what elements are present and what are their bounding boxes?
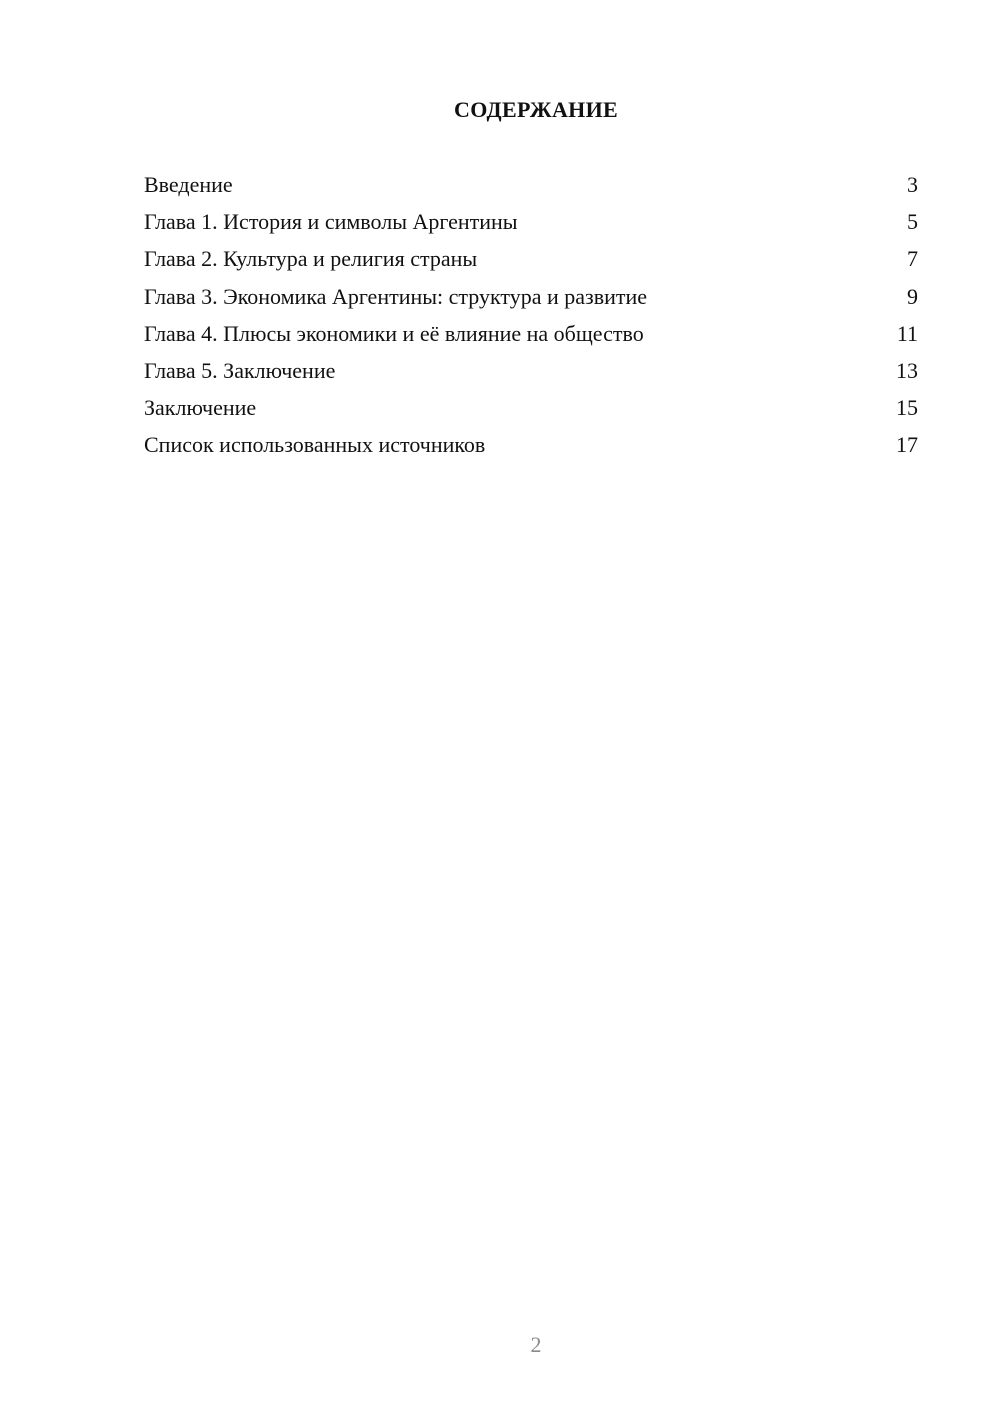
toc-entry-label: Введение [144, 172, 233, 197]
table-of-contents [144, 169, 918, 467]
toc-entry [144, 392, 918, 429]
toc-entry-page: 17 [896, 432, 918, 458]
toc-entry-page: 11 [896, 320, 918, 346]
toc-entry-page: 15 [896, 395, 918, 421]
toc-entry [144, 281, 918, 318]
toc-entry-page: 7 [907, 246, 918, 272]
toc-entry-label: Глава 4. Плюсы экономики и её влияние на общество [144, 320, 644, 346]
toc-entry-label: Список использованных источников [144, 432, 486, 458]
toc-entry-label: Заключение [144, 395, 257, 421]
toc-entry-label: Глава 2. Культура и религия страны [144, 246, 478, 272]
toc-entry-page: 9 [907, 283, 918, 309]
page-title: СОДЕРЖАНИЕ [454, 97, 618, 122]
toc-entry-label: Глава 1. История и символы Аргентины [144, 209, 518, 235]
toc-entry [144, 355, 918, 392]
toc-entry-page: 13 [896, 357, 918, 383]
toc-entry [144, 169, 918, 206]
toc-entry-label: Глава 3. Экономика Аргентины: структура и развитие [144, 283, 648, 309]
toc-entry [144, 318, 918, 355]
toc-entry-page: 3 [907, 172, 918, 197]
toc-entry [144, 206, 918, 243]
toc-entry [144, 243, 918, 280]
toc-entry-page: 5 [907, 209, 918, 235]
toc-entry [144, 429, 918, 466]
toc-entry-label: Глава 5. Заключение [144, 357, 336, 383]
page-number: 2 [530, 1332, 542, 1357]
